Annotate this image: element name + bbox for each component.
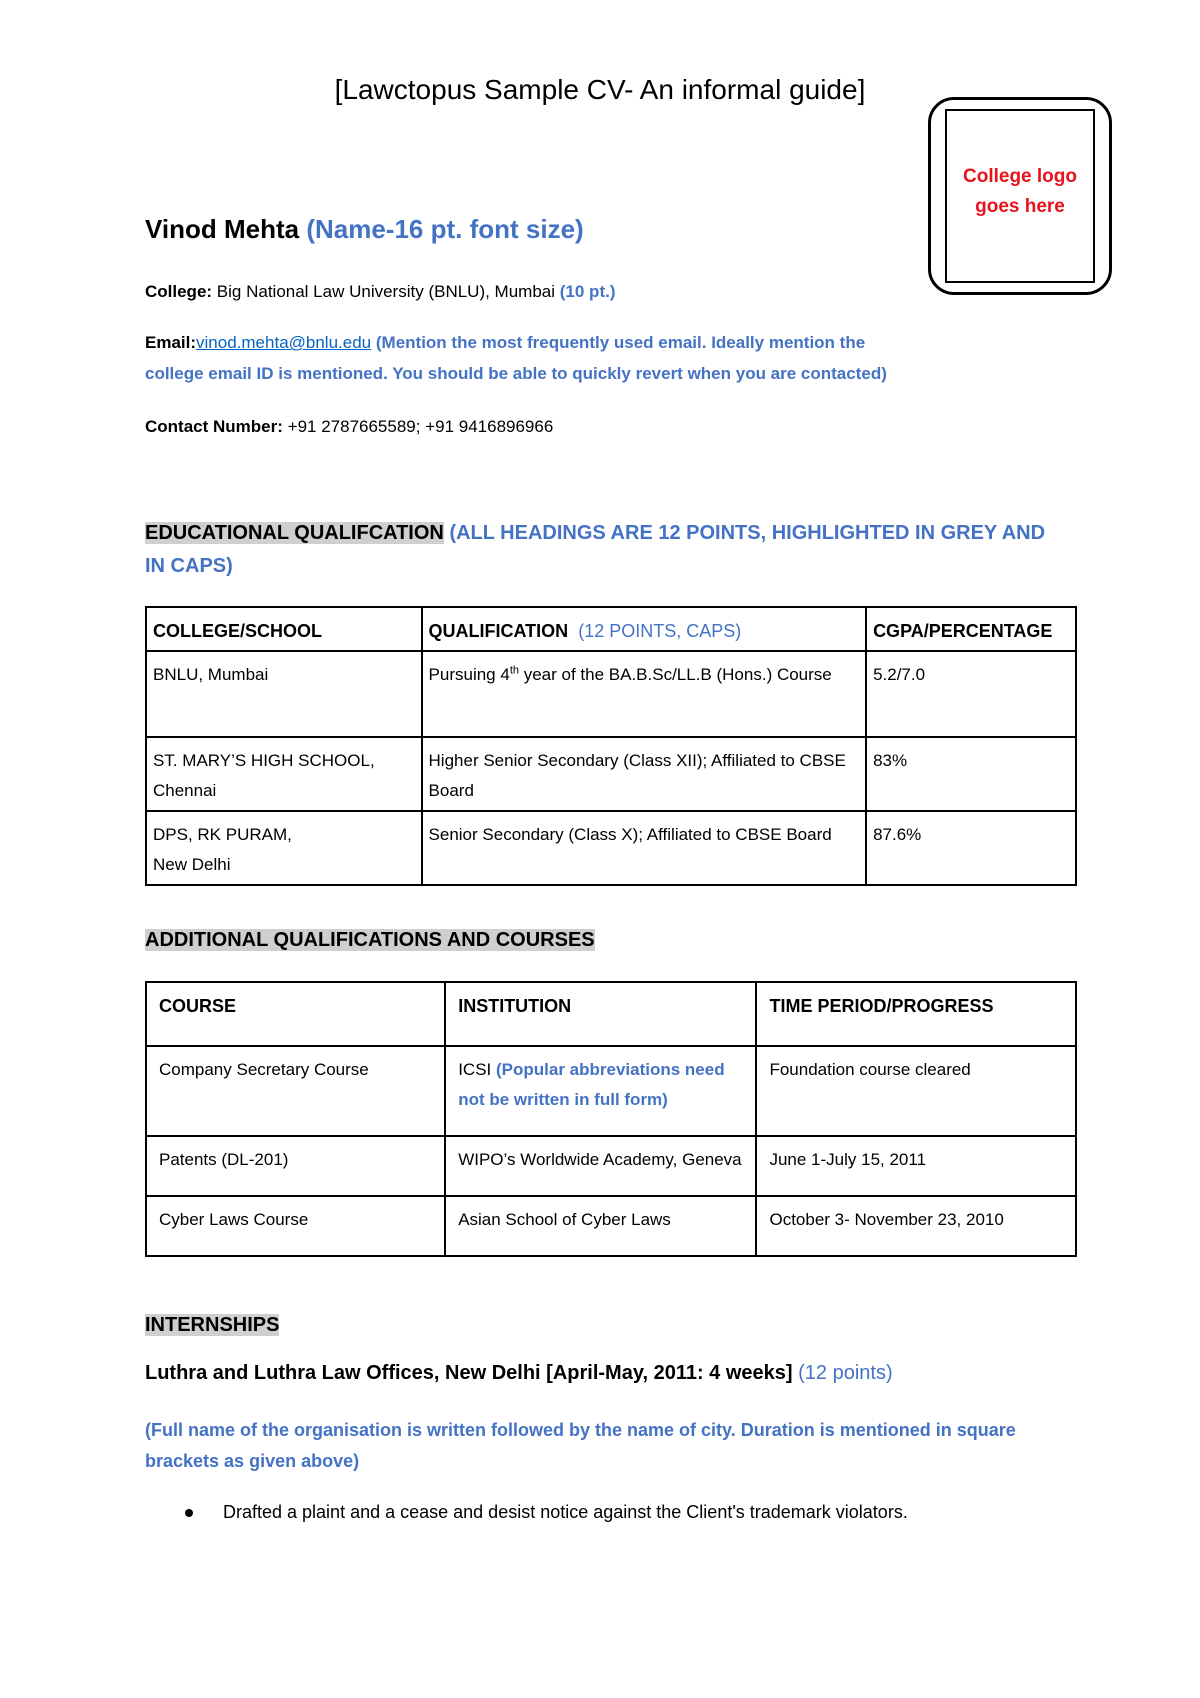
qual-text-post: year of the BA.B.Sc/LL.B (Hons.) Course [519, 665, 832, 684]
internship-title-text: Luthra and Luthra Law Offices, New Delhi [April-May, 2011: 4 weeks] [145, 1362, 793, 1384]
cell-course: Cyber Laws Course [146, 1196, 445, 1256]
contact-value: +91 2787665589; +91 9416896966 [287, 417, 554, 436]
internship-note: (Full name of the organisation is written followed by the name of city. Duration is mentioned in square brackets as given above) [145, 1420, 1016, 1471]
col-qualification [422, 607, 867, 651]
email-note-2: college email ID is mentioned. You should be able to quickly revert when you are contacted) [145, 364, 887, 383]
cell-course: Patents (DL-201) [146, 1136, 445, 1196]
list-item [185, 1502, 908, 1523]
cell-school: BNLU, Mumbai [146, 651, 422, 737]
cell-qualification: Higher Senior Secondary (Class XII); Affiliated to CBSE Board [422, 737, 867, 811]
email-label: Email: [145, 333, 197, 352]
qual-text-pre: Pursuing 4 [428, 665, 510, 684]
college-value: Big National Law University (BNLU), Mumbai [216, 282, 556, 301]
college-logo-placeholder [928, 97, 1112, 295]
education-heading-text: EDUCATIONAL QUALIFCATION [145, 522, 444, 544]
table-row [146, 1196, 1076, 1256]
cell-period: Foundation course cleared [756, 1046, 1076, 1136]
contact-label: Contact Number: [145, 417, 283, 436]
cell-qualification: Senior Secondary (Class X); Affiliated to CBSE Board [422, 811, 867, 885]
internship-title [145, 1362, 893, 1385]
table-header-row [146, 607, 1076, 651]
institution-note: (Popular abbreviations need not be written in full form) [458, 1060, 725, 1109]
candidate-name [145, 214, 584, 245]
additional-heading [145, 924, 1075, 957]
additional-table [145, 981, 1077, 1257]
cell-period: October 3- November 23, 2010 [756, 1196, 1076, 1256]
name-text: Vinod Mehta [145, 214, 300, 244]
contact-line [145, 411, 553, 442]
cell-institution: Asian School of Cyber Laws [445, 1196, 756, 1256]
cell-score: 87.6% [866, 811, 1076, 885]
cell-qualification [422, 651, 867, 737]
cell-course: Company Secretary Course [146, 1046, 445, 1136]
qual-sup: th [509, 664, 519, 677]
col-cgpa: CGPA/PERCENTAGE [866, 607, 1076, 651]
col-college-school: COLLEGE/SCHOOL [146, 607, 422, 651]
table-row [146, 651, 1076, 737]
logo-text-line-2: goes here [975, 196, 1065, 217]
email-line [145, 327, 865, 358]
internships-heading-text: INTERNSHIPS [145, 1314, 280, 1336]
college-note: (10 pt.) [559, 282, 616, 301]
cell-school: ST. MARY’S HIGH SCHOOL, Chennai [146, 737, 422, 811]
internships-heading [145, 1309, 1075, 1342]
additional-heading-text: ADDITIONAL QUALIFICATIONS AND COURSES [145, 929, 595, 951]
cell-score: 5.2/7.0 [866, 651, 1076, 737]
cell-score: 83% [866, 737, 1076, 811]
college-label: College: [145, 282, 213, 301]
internship-title-note: (12 points) [798, 1362, 893, 1384]
school-line-1: DPS, RK PURAM, [153, 825, 292, 844]
col-qualification-label: QUALIFICATION [428, 621, 569, 641]
bullet-icon [185, 1509, 193, 1517]
email-link[interactable]: vinod.mehta@bnlu.edu [196, 333, 372, 352]
table-row [146, 1046, 1076, 1136]
col-qualification-note: (12 POINTS, CAPS) [578, 621, 742, 641]
cell-institution: WIPO’s Worldwide Academy, Geneva [445, 1136, 756, 1196]
col-course: COURSE [146, 982, 445, 1046]
cell-institution [445, 1046, 756, 1136]
school-line-2: New Delhi [153, 855, 231, 874]
table-row [146, 737, 1076, 811]
bullet-text: Drafted a plaint and a cease and desist notice against the Client's trademark violators. [223, 1502, 908, 1522]
page-title: [Lawctopus Sample CV- An informal guide] [334, 74, 866, 105]
col-time-period: TIME PERIOD/PROGRESS [756, 982, 1076, 1046]
cell-period: June 1-July 15, 2011 [756, 1136, 1076, 1196]
email-note-1: (Mention the most frequently used email. Ideally mention the [375, 333, 866, 352]
logo-placeholder-text [931, 162, 1109, 222]
education-table [145, 606, 1077, 886]
education-heading [145, 517, 1075, 583]
logo-text-line-1: College logo [963, 166, 1077, 187]
col-institution: INSTITUTION [445, 982, 756, 1046]
cell-school [146, 811, 422, 885]
name-note: (Name-16 pt. font size) [306, 214, 584, 244]
education-heading-note-2: IN CAPS) [145, 555, 233, 577]
table-row [146, 811, 1076, 885]
college-line [145, 276, 616, 307]
table-header-row [146, 982, 1076, 1046]
education-heading-note-1: (ALL HEADINGS ARE 12 POINTS, HIGHLIGHTED IN GREY AND [449, 522, 1046, 544]
institution-name: ICSI [458, 1060, 492, 1079]
table-row [146, 1136, 1076, 1196]
